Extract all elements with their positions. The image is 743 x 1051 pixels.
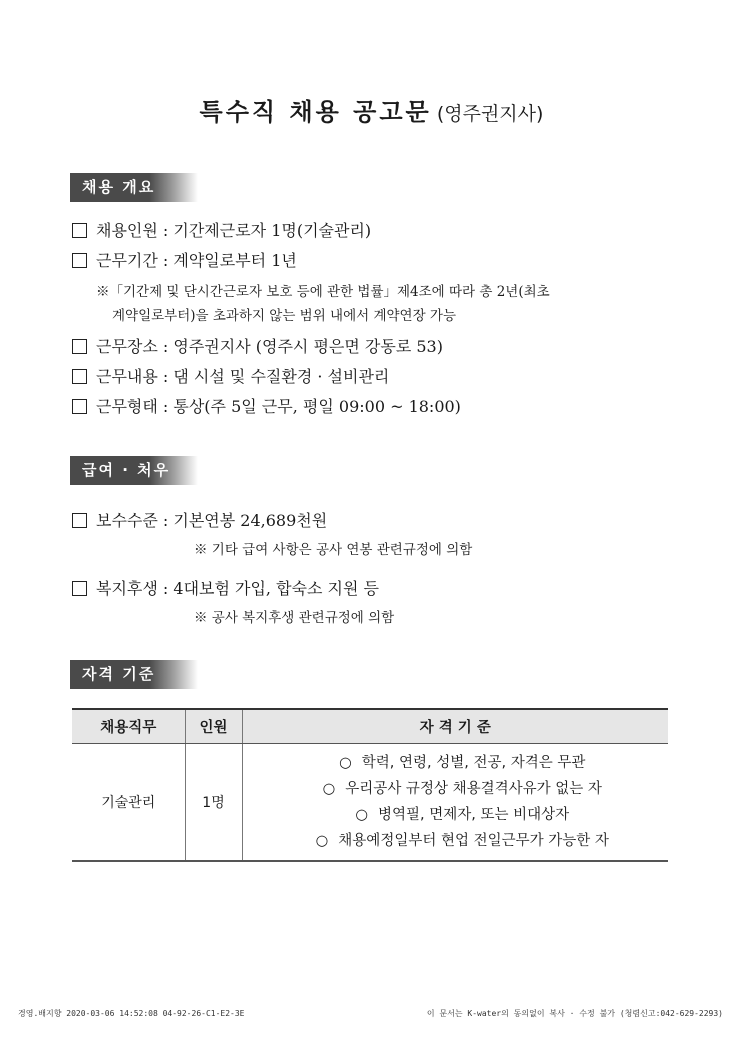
cell-criteria	[242, 743, 668, 861]
footer-left: 경영.배지향 2020-03-06 14:52:08 04-92-26-C1-E2-3E	[18, 1009, 245, 1018]
checkbox-icon	[72, 581, 87, 596]
list-item: ○ 병역필, 면제자, 또는 비대상자	[355, 806, 570, 823]
title-main: 특수직 채용 공고문	[199, 98, 432, 126]
table-header-row	[72, 709, 668, 743]
cell-count: 1명	[185, 743, 242, 861]
welfare-note: ※ 공사 복지후생 관련규정에 의함	[194, 610, 395, 626]
item-headcount: 채용인원 : 기간제근로자 1명(기술관리)	[72, 220, 371, 242]
item-duties: 근무내용 : 댐 시설 및 수질환경 · 설비관리	[72, 366, 389, 388]
item-period: 근무기간 : 계약일로부터 1년	[72, 250, 297, 272]
circle-bullet-icon: ○	[339, 754, 352, 771]
salary-note: ※ 기타 급여 사항은 공사 연봉 관련규정에 의함	[194, 542, 473, 558]
footer-right: 이 문서는 K-water의 동의없이 복사 · 수정 불가 (청렴신고:042-629-2293)	[426, 1009, 723, 1018]
checkbox-icon	[72, 223, 87, 238]
circle-bullet-icon: ○	[322, 780, 336, 797]
section-heading-overview: 채용 개요	[70, 173, 198, 202]
list-item: ○ 학력, 연령, 성별, 전공, 자격은 무관	[339, 754, 586, 771]
item-work-type: 근무형태 : 통상(주 5일 근무, 평일 09:00 ~ 18:00)	[72, 396, 461, 418]
period-note-line1: ※「기간제 및 단시간근로자 보호 등에 관한 법률」제4조에 따라 총 2년(최초	[96, 284, 550, 300]
cell-job: 기술관리	[72, 743, 185, 861]
qualification-table	[72, 708, 668, 862]
item-location: 근무장소 : 영주권지사 (영주시 평은면 강동로 53)	[72, 336, 443, 358]
header-criteria: 자 격 기 준	[242, 709, 668, 743]
circle-bullet-icon: ○	[315, 832, 329, 849]
list-item: ○ 채용예정일부터 현업 전일근무가 가능한 자	[315, 832, 609, 849]
checkbox-icon	[72, 399, 87, 414]
item-salary: 보수수준 : 기본연봉 24,689천원	[72, 510, 327, 532]
header-job: 채용직무	[72, 709, 185, 743]
table-row	[72, 743, 668, 861]
header-count: 인원	[185, 709, 242, 743]
page-title	[0, 92, 743, 127]
checkbox-icon	[72, 339, 87, 354]
title-sub: (영주권지사)	[436, 103, 544, 125]
item-welfare: 복지후생 : 4대보험 가입, 합숙소 지원 등	[72, 578, 379, 600]
circle-bullet-icon: ○	[355, 806, 368, 823]
checkbox-icon	[72, 369, 87, 384]
section-heading-qualification: 자격 기준	[70, 660, 198, 689]
checkbox-icon	[72, 253, 87, 268]
period-note-line2: 계약일로부터)을 초과하지 않는 범위 내에서 계약연장 가능	[112, 308, 456, 324]
section-heading-pay: 급여 · 처우	[70, 456, 198, 485]
list-item: ○ 우리공사 규정상 채용결격사유가 없는 자	[322, 780, 602, 797]
checkbox-icon	[72, 513, 87, 528]
